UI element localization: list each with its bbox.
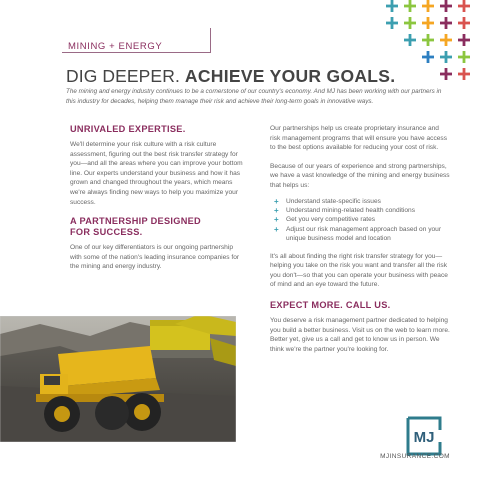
section-label: MINING + ENERGY: [68, 41, 163, 52]
list-item: + Adjust our risk management approach based on your unique business model and location: [274, 224, 442, 243]
cross-mark: [422, 51, 434, 63]
list-item: + Get you very competitive rates: [274, 215, 376, 225]
cross-mark: [386, 17, 398, 29]
cross-mark: [386, 0, 398, 12]
cross-mark: [422, 17, 434, 29]
website-link[interactable]: MJINSURANCE.COM: [380, 453, 450, 460]
paragraph-call-us: You deserve a risk management partner dedicated to helping you build a better business. Visit us on the web to learn more. Better yet, give us a call and get to know us in person. We think we're the partner you're looking for.: [270, 316, 450, 353]
cross-mark: [458, 0, 470, 12]
header-rule-vertical: [210, 28, 211, 53]
cross-mark: [440, 68, 452, 80]
header-rule: [62, 52, 210, 53]
paragraph-experience: Because of our years of experience and strong partnerships, we have a vast knowledge of the mining and energy business that helps us:: [270, 162, 450, 189]
plus-icon: +: [274, 205, 279, 215]
cross-mark: [458, 17, 470, 29]
list-item: + Understand mining-related health conditions: [274, 205, 416, 215]
cross-mark: [422, 34, 434, 46]
cross-mark: [440, 17, 452, 29]
cross-mark: [440, 34, 452, 46]
cross-mark: [404, 17, 416, 29]
logo-text: MJ: [413, 429, 435, 446]
plus-icon: +: [274, 196, 279, 206]
mj-logo: [406, 416, 442, 456]
cross-mark: [458, 68, 470, 80]
paragraph-expertise: We'll determine your risk culture with a risk culture assessment, figuring out the best risk transfer strategy for you—and all the areas where you can improve your bottom line. Our experts understand your business and how it has grown and changed throughout the years, which means we're always finding new ways to help you maximize your success.: [70, 141, 243, 206]
cross-mark: [440, 51, 452, 63]
headline-bold: ACHIEVE YOUR GOALS.: [184, 66, 396, 86]
heading-unrivaled-expertise: UNRIVALED EXPERTISE.: [70, 124, 186, 134]
cross-mark: [440, 0, 452, 12]
right-column: [270, 124, 450, 354]
mining-dump-truck-photo: [0, 316, 236, 442]
cross-mark: [422, 0, 434, 12]
heading-expect-more: EXPECT MORE. CALL US.: [270, 299, 391, 310]
cross-mark: [404, 0, 416, 12]
page-title: [66, 66, 395, 87]
cross-mark: [404, 34, 416, 46]
cross-mark: [458, 34, 470, 46]
intro-paragraph: The mining and energy industry continues to be a cornerstone of our country's economy. And MJ has been working with our partners in this industry for decades, helping them manage their risk and achieve their long-term goals in innovative ways.: [66, 88, 442, 105]
list-item: + Understand state-specific issues: [274, 196, 381, 206]
heading-partnership: A PARTNERSHIP DESIGNED FOR SUCCESS.: [70, 216, 201, 238]
paragraph-partnership: One of our key differentiators is our ongoing partnership with some of the nation's leading insurance companies for the mining and energy industry.: [70, 244, 240, 271]
paragraph-risk-strategy: It's all about finding the right risk transfer strategy for you—helping you take on the risk you want and transfer all the risk you don't—so that you can operate your business with peace of mind and an eye toward the future.: [270, 252, 448, 289]
cross-mark: [458, 51, 470, 63]
plus-icon: +: [274, 215, 279, 225]
plus-icon: +: [274, 224, 279, 234]
headline-light: DIG DEEPER.: [66, 66, 180, 86]
benefits-list: [270, 197, 450, 244]
left-column: [70, 124, 245, 272]
paragraph-partnerships: Our partnerships help us create proprietary insurance and risk management programs that will ensure you have access to the best options available for reducing your cost of risk.: [270, 125, 448, 152]
